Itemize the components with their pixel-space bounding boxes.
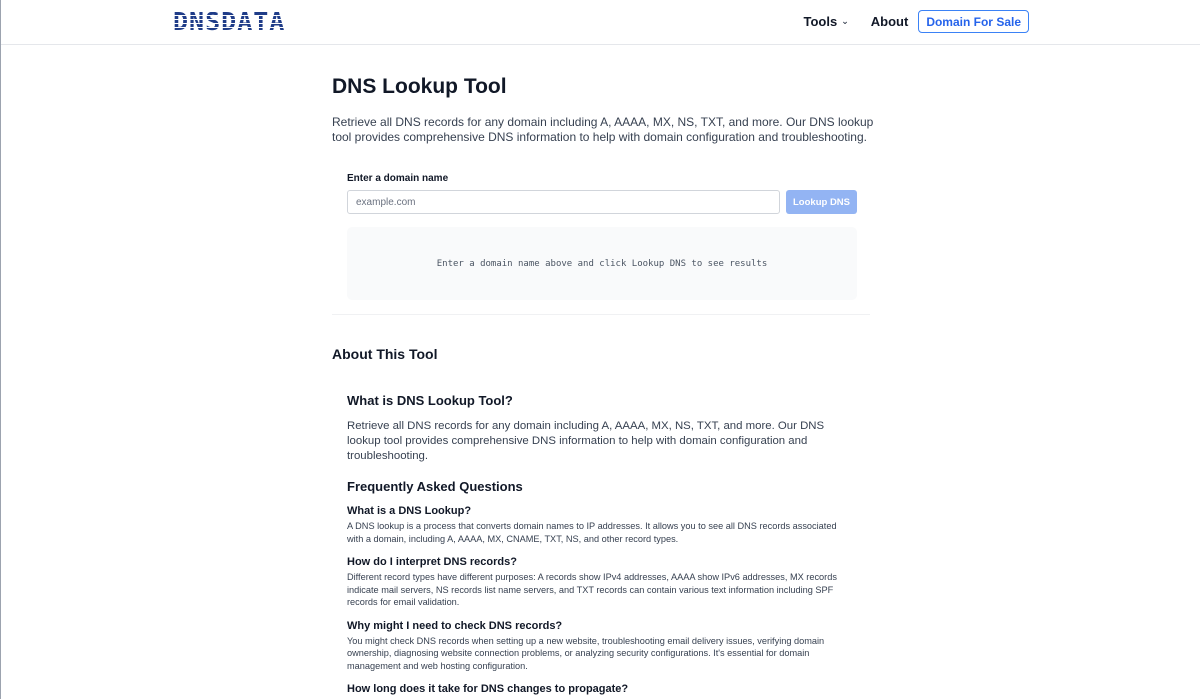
nav-tools-label[interactable]: Tools bbox=[803, 14, 838, 29]
faq-answer: You might check DNS records when setting up a new website, troubleshooting email delivery issues, verifying domain ownership, diagnosing website connection problems, or analyzing security configurations. It's essential for domain management and web hosting configuration. bbox=[347, 635, 825, 671]
lookup-dns-button[interactable]: Lookup DNS bbox=[786, 190, 857, 214]
faq-title: Frequently Asked Questions bbox=[347, 479, 523, 494]
top-nav bbox=[804, 10, 1029, 33]
what-is-title: What is DNS Lookup Tool? bbox=[347, 393, 513, 408]
logo[interactable] bbox=[173, 9, 285, 35]
logo-text[interactable]: DNSDATA bbox=[173, 7, 286, 36]
lookup-form bbox=[347, 173, 857, 214]
chevron-down-icon[interactable]: ⌄ bbox=[841, 16, 849, 26]
main-content bbox=[332, 75, 874, 695]
faq-item bbox=[347, 682, 857, 696]
faq-item bbox=[347, 555, 857, 609]
site-header bbox=[1, 0, 1200, 45]
results-panel bbox=[347, 227, 857, 300]
domain-for-sale-button[interactable]: Domain For Sale bbox=[918, 10, 1029, 33]
faq-question: How long does it take for DNS changes to propagate? bbox=[347, 683, 629, 695]
faq-answer: Different record types have different purposes: A records show IPv4 addresses, AAAA show IPv6 addresses, MX records indicate mail servers, NS records list name servers, and TXT records can contain various text information including SPF records for email validation. bbox=[347, 572, 837, 607]
nav-about-link[interactable]: About bbox=[870, 14, 909, 29]
input-row bbox=[347, 190, 857, 214]
faq-item bbox=[347, 619, 857, 673]
results-placeholder: Enter a domain name above and click Lookup DNS to see results bbox=[436, 258, 768, 269]
page-title: DNS Lookup Tool bbox=[332, 75, 507, 98]
faq-answer: A DNS lookup is a process that converts domain names to IP addresses. It allows you to see all DNS records associated with a domain, including A, AAAA, MX, CNAME, TXT, NS, and other record types. bbox=[347, 521, 837, 544]
faq-item bbox=[347, 504, 857, 545]
section-divider bbox=[332, 314, 870, 315]
nav-tools-menu[interactable] bbox=[804, 14, 849, 29]
about-content bbox=[347, 393, 857, 698]
domain-field-label: Enter a domain name bbox=[347, 173, 449, 184]
faq-question: What is a DNS Lookup? bbox=[347, 505, 472, 517]
page-description: Retrieve all DNS records for any domain including A, AAAA, MX, NS, TXT, and more. Our DNS lookup tool provides comprehensive DNS information to help with domain configuration and troubleshooting. bbox=[332, 115, 874, 144]
faq-question: Why might I need to check DNS records? bbox=[347, 619, 563, 632]
faq-question: How do I interpret DNS records? bbox=[347, 556, 517, 568]
domain-input[interactable] bbox=[347, 190, 780, 214]
what-is-description: Retrieve all DNS records for any domain including A, AAAA, MX, NS, TXT, and more. Our DNS lookup tool provides comprehensive DNS information to help with domain configuration and troubleshooting. bbox=[347, 420, 825, 462]
about-section-title: About This Tool bbox=[332, 346, 438, 362]
